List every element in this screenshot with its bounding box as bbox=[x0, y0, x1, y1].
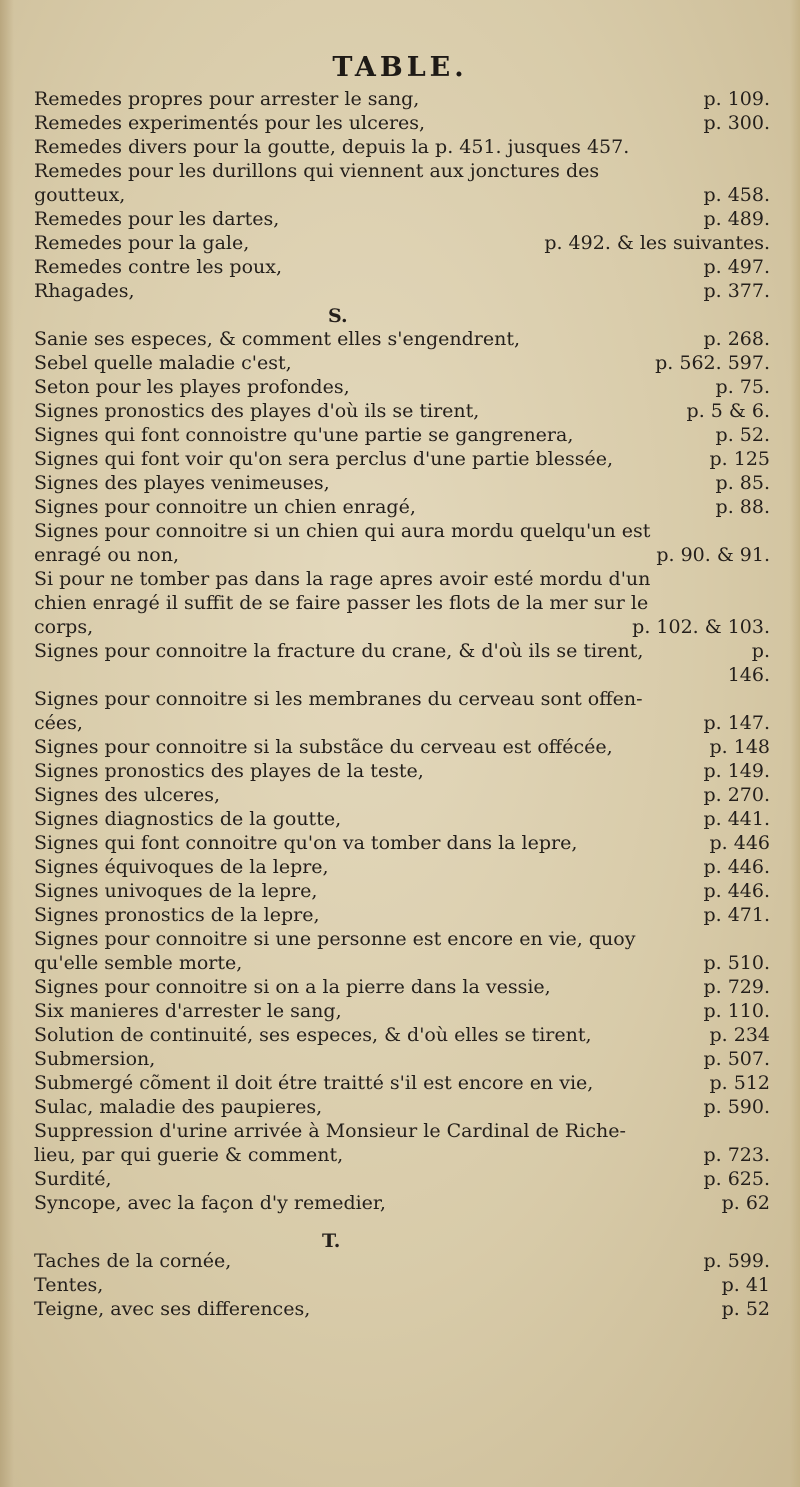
index-entry-text: Signes univoques de la lepre, bbox=[34, 880, 318, 902]
index-entry-page-ref: p. 52 bbox=[721, 1298, 770, 1320]
index-entry-text: Submergé cõment il doit étre traitté s'il est encore en vie, bbox=[34, 1072, 594, 1094]
index-entry-page-ref: p. 497. bbox=[703, 256, 770, 278]
index-entry-text: Sebel quelle maladie c'est, bbox=[34, 352, 292, 374]
index-entry-text: Signes pour connoitre un chien enragé, bbox=[34, 496, 416, 518]
index-entry-text: Signes qui font connoistre qu'une partie se gangrenera, bbox=[34, 424, 574, 446]
index-entry-page-ref: p. 441. bbox=[703, 808, 770, 830]
index-entry-text: Remedes experimentés pour les ulceres, bbox=[34, 112, 426, 134]
index-entry-page-ref: p. 625. bbox=[703, 1168, 770, 1190]
index-entry-page-ref: p. 446. bbox=[703, 880, 770, 902]
index-entry-text: Teigne, avec ses differences, bbox=[34, 1298, 311, 1320]
index-entry-page-ref: p. 234 bbox=[709, 1024, 770, 1046]
index-entry-text: Signes des ulceres, bbox=[34, 784, 221, 806]
index-entry-page-ref: p. 446 bbox=[709, 832, 770, 854]
index-entry-page-ref: p. 52. bbox=[715, 424, 770, 446]
index-entry-page-ref: p. 125 bbox=[709, 448, 770, 470]
index-entry-text: Signes pour connoitre si un chien qui aura mordu quelqu'un est bbox=[34, 520, 651, 542]
index-entry-text: Rhagades, bbox=[34, 280, 135, 302]
index-entry-text: Signes pronostics des playes de la teste, bbox=[34, 760, 424, 782]
index-entry-text: Solution de continuité, ses especes, & d'où elles se tirent, bbox=[34, 1024, 592, 1046]
index-entry-text: Sanie ses especes, & comment elles s'engendrent, bbox=[34, 328, 520, 350]
index-entry-text: Remedes propres pour arrester le sang, bbox=[34, 88, 420, 110]
index-entry-text: Si pour ne tomber pas dans la rage apres avoir esté mordu d'un bbox=[34, 568, 651, 590]
index-entry-page-ref: p. 88. bbox=[715, 496, 770, 518]
index-entry-page-ref: p. 75. bbox=[715, 376, 770, 398]
index-entry-page-ref: p. 270. bbox=[703, 784, 770, 806]
index-entry-text: Remedes contre les poux, bbox=[34, 256, 283, 278]
index-entry-page-ref: p. 110. bbox=[703, 1000, 770, 1022]
index-entry-page-ref: p. 148 bbox=[709, 736, 770, 758]
index-entry-page-ref: p. 41 bbox=[721, 1274, 770, 1296]
index-entry-text: Sulac, maladie des paupieres, bbox=[34, 1096, 323, 1118]
index-entry-text: corps, bbox=[34, 616, 94, 638]
index-entry-text: Signes pronostics de la lepre, bbox=[34, 904, 320, 926]
index-entry-text: Signes des playes venimeuses, bbox=[34, 472, 330, 494]
index-entry-page-ref: p. 5 & 6. bbox=[686, 400, 770, 422]
index-entry-page-ref: p. 510. bbox=[703, 952, 770, 974]
index-entry-text: chien enragé il suffit de se faire passer les flots de la mer sur le bbox=[34, 592, 649, 614]
index-entry-page-ref: p. 377. bbox=[703, 280, 770, 302]
index-entry-page-ref: p. 729. bbox=[703, 976, 770, 998]
index-entry-page-ref: p. 268. bbox=[703, 328, 770, 350]
index-entry-text: Tentes, bbox=[34, 1274, 104, 1296]
index-entry-page-ref: p. 458. bbox=[703, 184, 770, 206]
index-entry-text: lieu, par qui guerie & comment, bbox=[34, 1144, 344, 1166]
index-entry-page-ref: p. 489. bbox=[703, 208, 770, 230]
index-entry-page-ref: 146. bbox=[727, 664, 770, 686]
index-entry-page-ref: p. 85. bbox=[715, 472, 770, 494]
index-entry-text: Signes pour connoitre si la substãce du cerveau est offécée, bbox=[34, 736, 613, 758]
index-entry-page-ref: p. 492. & les suivantes. bbox=[544, 232, 770, 254]
index-entry-text: Remedes pour les dartes, bbox=[34, 208, 280, 230]
index-entry-text: Signes pour connoitre si les membranes du cerveau sont offen- bbox=[34, 688, 643, 710]
index-entry-page-ref: p. 723. bbox=[703, 1144, 770, 1166]
index-entry-page-ref: p. 147. bbox=[703, 712, 770, 734]
index-entry-text: Syncope, avec la façon d'y remedier, bbox=[34, 1192, 386, 1214]
index-entry-page-ref: p. 562. 597. bbox=[655, 352, 770, 374]
index-entry-text: cées, bbox=[34, 712, 83, 734]
index-entry-text: Signes qui font connoitre qu'on va tomber dans la lepre, bbox=[34, 832, 578, 854]
page-right-edge-shadow bbox=[790, 0, 800, 1487]
index-entry-text: Remedes divers pour la goutte, depuis la p. 451. jusques 457. bbox=[34, 136, 630, 158]
index-entry-page-ref: p. 149. bbox=[703, 760, 770, 782]
index-entry-text: qu'elle semble morte, bbox=[34, 952, 243, 974]
index-entry-page-ref: p. 471. bbox=[703, 904, 770, 926]
index-entry-text: Signes pronostics des playes d'où ils se tirent, bbox=[34, 400, 480, 422]
index-entry-text: Signes pour connoitre si une personne est encore en vie, quoy bbox=[34, 928, 636, 950]
index-entry-text: enragé ou non, bbox=[34, 544, 180, 566]
index-entry-text: Surdité, bbox=[34, 1168, 112, 1190]
index-entry-text: Signes pour connoitre si on a la pierre dans la vessie, bbox=[34, 976, 551, 998]
section-letter-s: S. bbox=[328, 305, 348, 327]
index-entry-text: Remedes pour la gale, bbox=[34, 232, 250, 254]
index-entry-text: Six manieres d'arrester le sang, bbox=[34, 1000, 342, 1022]
page-title: TABLE. bbox=[332, 52, 468, 83]
index-entry-page-ref: p. 109. bbox=[703, 88, 770, 110]
index-entry-page-ref: p. 599. bbox=[703, 1250, 770, 1272]
index-entry-text: Taches de la cornée, bbox=[34, 1250, 232, 1272]
index-entry-text: goutteux, bbox=[34, 184, 126, 206]
index-entry-text: Signes qui font voir qu'on sera perclus d'une partie blessée, bbox=[34, 448, 614, 470]
index-entry-text: Seton pour les playes profondes, bbox=[34, 376, 350, 398]
index-entry-text: Submersion, bbox=[34, 1048, 156, 1070]
index-entry-text: Remedes pour les durillons qui viennent aux jonctures des bbox=[34, 160, 600, 182]
index-entry-page-ref: p. 62 bbox=[721, 1192, 770, 1214]
index-entry-page-ref: p. 102. & 103. bbox=[632, 616, 770, 638]
index-entry-page-ref: p. 300. bbox=[703, 112, 770, 134]
section-letter-t: T. bbox=[322, 1230, 341, 1252]
index-entry-page-ref: p. 507. bbox=[703, 1048, 770, 1070]
index-entry-page-ref: p. 512 bbox=[709, 1072, 770, 1094]
index-entry-page-ref: p. 590. bbox=[703, 1096, 770, 1118]
index-entry-page-ref: p. 446. bbox=[703, 856, 770, 878]
page-left-edge-shadow bbox=[0, 0, 14, 1487]
index-entry-text: Signes équivoques de la lepre, bbox=[34, 856, 329, 878]
index-entry-text: Suppression d'urine arrivée à Monsieur le Cardinal de Riche- bbox=[34, 1120, 626, 1142]
index-entry-text: Signes pour connoitre la fracture du crane, & d'où ils se tirent, bbox=[34, 640, 644, 662]
index-entry-text: Signes diagnostics de la goutte, bbox=[34, 808, 342, 830]
index-entry-page-ref: p. 90. & 91. bbox=[656, 544, 770, 566]
index-entry-page-ref: p. bbox=[751, 640, 770, 662]
